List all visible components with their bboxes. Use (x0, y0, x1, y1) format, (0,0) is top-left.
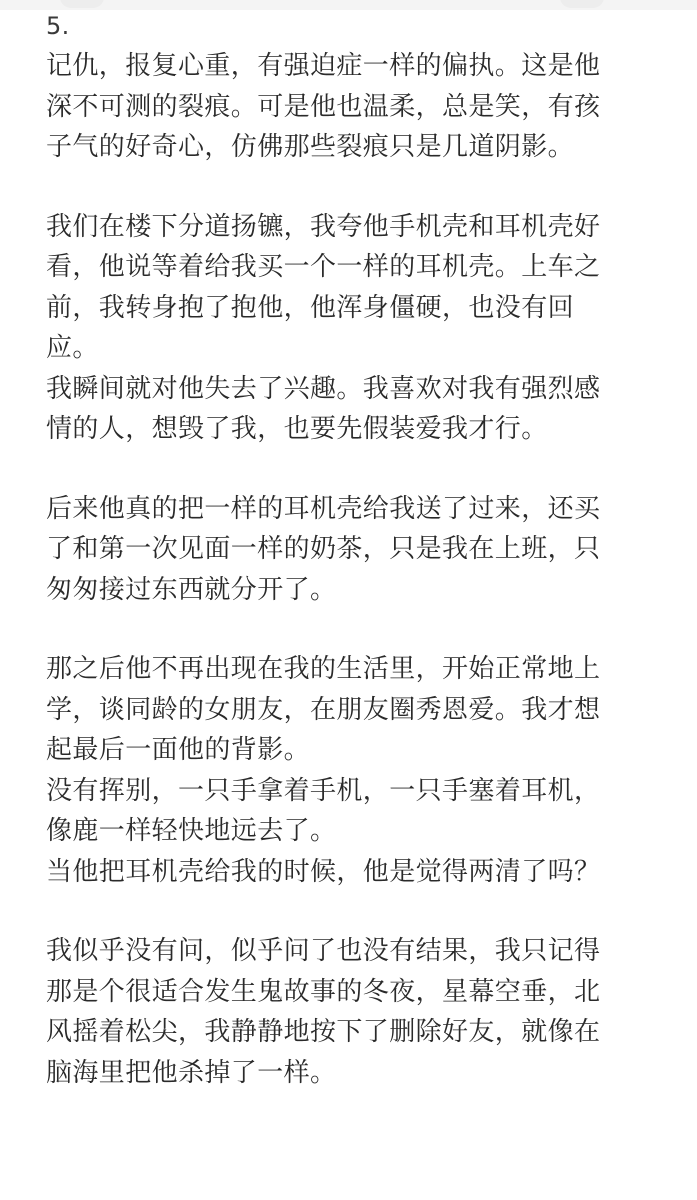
text-line: 记仇，报复心重，有强迫症一样的偏执。这是他 (46, 51, 601, 81)
text-line: 起最后一面他的背影。 (46, 735, 311, 765)
section-number: 5. (46, 12, 70, 40)
text-line: 那是个很适合发生鬼故事的冬夜，星幕空垂，北 (46, 976, 601, 1007)
text-line: 看，他说等着给我买一个一样的耳机壳。上车之 (46, 252, 601, 282)
article-body (46, 6, 661, 1093)
paragraph-5 (46, 931, 661, 1093)
paragraph-gap (46, 610, 661, 649)
paragraph-gap (46, 450, 661, 489)
text-line: 深不可测的裂痕。可是他也温柔，总是笑，有孩 (46, 91, 601, 122)
text-line: 匆匆接过东西就分开了。 (46, 574, 337, 605)
text-line: 我们在楼下分道扬镳，我夸他手机壳和耳机壳好 (46, 211, 601, 242)
text-line: 当他把耳机壳给我的时候，他是觉得两清了吗？ (46, 856, 601, 887)
text-line: 像鹿一样轻快地远去了。 (46, 816, 337, 846)
paragraph-4 (46, 649, 661, 892)
text-line: 学，谈同龄的女朋友，在朋友圈秀恩爱。我才想 (46, 694, 601, 725)
text-line: 了和第一次见面一样的奶茶，只是我在上班，只 (46, 534, 601, 564)
text-line: 前，我转身抱了抱他，他浑身僵硬，也没有回 (46, 292, 575, 323)
text-line: 脑海里把他杀掉了一样。 (46, 1057, 337, 1088)
text-line: 情的人，想毁了我，也要先假装爱我才行。 (46, 414, 548, 444)
paragraph-1 (46, 46, 661, 168)
paragraph-2 (46, 207, 661, 450)
text-line: 子气的好奇心，仿佛那些裂痕只是几道阴影。 (46, 132, 575, 162)
text-line: 没有挥别，一只手拿着手机，一只手塞着耳机， (46, 775, 601, 806)
paragraph-gap (46, 168, 661, 207)
text-line: 我似乎没有问，似乎问了也没有结果，我只记得 (46, 936, 601, 966)
text-line: 那之后他不再出现在我的生活里，开始正常地上 (46, 654, 601, 684)
text-line: 我瞬间就对他失去了兴趣。我喜欢对我有强烈感 (46, 373, 601, 404)
text-line: 后来他真的把一样的耳机壳给我送了过来，还买 (46, 493, 601, 524)
text-line: 应。 (46, 333, 99, 363)
text-line: 风摇着松尖，我静静地按下了删除好友，就像在 (46, 1017, 601, 1047)
paragraph-gap (46, 892, 661, 931)
paragraph-3 (46, 489, 661, 611)
